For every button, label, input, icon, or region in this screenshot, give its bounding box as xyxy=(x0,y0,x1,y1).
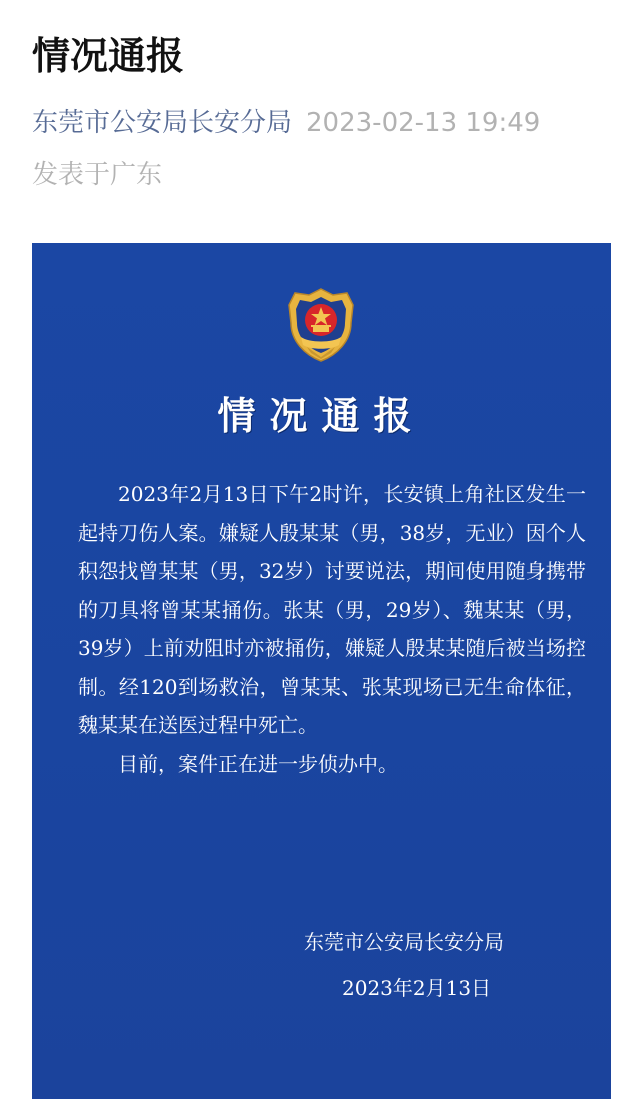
notice-image[interactable] xyxy=(32,243,611,1099)
publish-location: 发表于广东 xyxy=(32,160,163,190)
notice-body xyxy=(78,475,586,783)
article-header xyxy=(0,0,640,243)
police-emblem-icon xyxy=(283,287,359,363)
account-name-link[interactable]: 东莞市公安局长安分局 xyxy=(32,108,293,138)
notice-title: 情况通报 xyxy=(217,393,426,438)
publish-time: 2023-02-13 19:49 xyxy=(306,108,541,138)
notice-paragraph-status: 目前，案件正在进一步侦办中。 xyxy=(118,751,398,776)
article-meta xyxy=(32,103,540,143)
notice-paragraph-incident: 2023年2月13日下午2时许，长安镇上角社区发生一起持刀伤人案。嫌疑人殷某某（男，38岁，无业）因个人积怨找曾某某（男，32岁）讨要说法，期间使用随身携带的刀具将曾某某捅伤。张某（男，29岁）、魏某某（男，39岁）上前劝阻时亦被捅伤，嫌疑人殷某某随后被当场控制。经120到场救治，曾某某、张某现场已无生命体征，魏某某在送医过程中死亡。 xyxy=(78,482,586,737)
signature-organization: 东莞市公安局长安分局 xyxy=(304,930,504,954)
signature-date: 2023年2月13日 xyxy=(342,976,492,1000)
article-title: 情况通报 xyxy=(32,34,185,78)
